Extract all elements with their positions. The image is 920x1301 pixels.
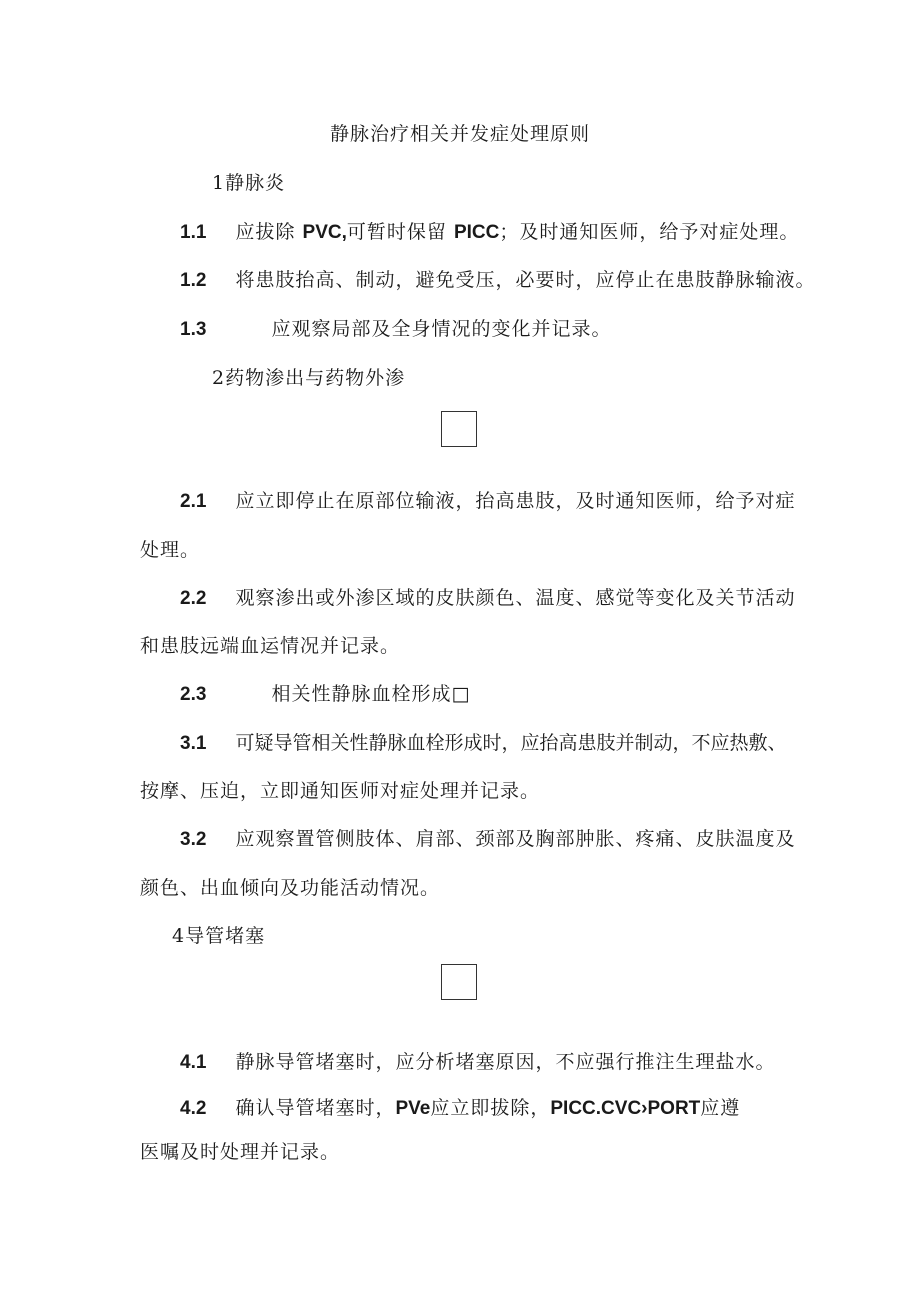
item-number: 1.3 bbox=[180, 319, 207, 340]
page-title: 静脉治疗相关并发症处理原则 bbox=[330, 123, 591, 145]
item-4-2-cont: 医嘱及时处理并记录。 bbox=[140, 1141, 341, 1163]
section-heading-2: 2药物渗出与药物外渗 bbox=[212, 367, 406, 389]
item-4-2: 4.2 确认导管堵塞时，PVe应立即拔除，PICC.CVC›PORT应遵 bbox=[180, 1097, 741, 1119]
item-4-1: 4.1 静脉导管堵塞时，应分析堵塞原因，不应强行推注生理盐水。 bbox=[180, 1051, 776, 1073]
item-3-1-cont: 按摩、压迫，立即通知医师对症处理并记录。 bbox=[140, 780, 541, 802]
item-2-1: 2.1 应立即停止在原部位输液，抬高患肢，及时通知医师，给予对症 bbox=[180, 490, 796, 512]
item-number: 2.1 bbox=[180, 491, 207, 512]
item-1-1: 1.1 应拔除 PVC,可暂时保留 PICC；及时通知医师，给予对症处理。 bbox=[180, 221, 800, 243]
item-2-2: 2.2 观察渗出或外渗区域的皮肤颜色、温度、感觉等变化及关节活动 bbox=[180, 587, 796, 609]
item-number: 4.2 bbox=[180, 1098, 207, 1119]
image-placeholder-box bbox=[441, 964, 477, 1000]
item-number: 3.1 bbox=[180, 733, 207, 754]
item-number: 2.2 bbox=[180, 588, 207, 609]
item-3-1: 3.1 可疑导管相关性静脉血栓形成时，应抬高患肢并制动，不应热敷、 bbox=[180, 732, 787, 754]
item-number: 2.3 bbox=[180, 684, 207, 705]
section-heading-1: 1静脉炎 bbox=[212, 172, 286, 194]
item-2-3: 2.3 相关性静脉血栓形成□ bbox=[180, 683, 471, 705]
item-1-2: 1.2 将患肢抬高、制动，避免受压，必要时，应停止在患肢静脉输液。 bbox=[180, 269, 816, 291]
item-2-1-cont: 处理。 bbox=[140, 539, 201, 561]
item-3-2: 3.2 应观察置管侧肢体、肩部、颈部及胸部肿胀、疼痛、皮肤温度及 bbox=[180, 828, 796, 850]
item-3-2-cont: 颜色、出血倾向及功能活动情况。 bbox=[140, 877, 441, 899]
image-placeholder-box bbox=[441, 411, 477, 447]
item-1-3: 1.3 应观察局部及全身情况的变化并记录。 bbox=[180, 318, 612, 340]
item-number: 4.1 bbox=[180, 1052, 207, 1073]
item-2-2-cont: 和患肢远端血运情况并记录。 bbox=[140, 635, 401, 657]
item-number: 3.2 bbox=[180, 829, 207, 850]
item-number: 1.1 bbox=[180, 222, 207, 243]
item-number: 1.2 bbox=[180, 270, 207, 291]
section-heading-4: 4导管堵塞 bbox=[172, 925, 266, 947]
